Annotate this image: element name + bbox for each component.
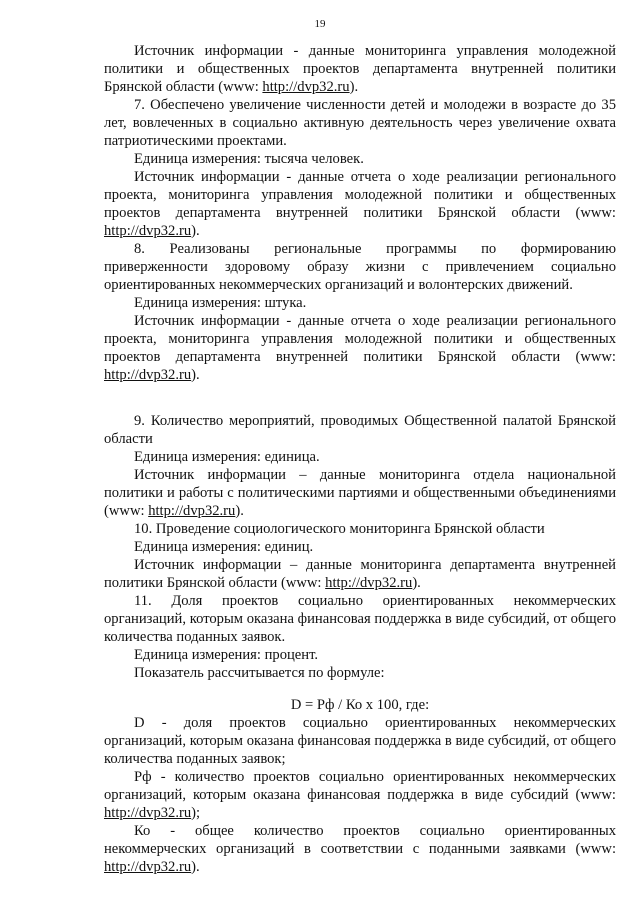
paragraph-item-10: 10. Проведение социологического мониторинга Брянской области [134, 521, 545, 537]
paragraph-definition-d: D - доля проектов социально ориентированных некоммерческих организаций, которым оказана финансовая поддержка в виде субсидий, от общего количества поданных заявок; [104, 715, 616, 767]
source-link[interactable]: http://dvp32.ru [325, 575, 413, 591]
source-link[interactable]: http://dvp32.ru [104, 223, 192, 239]
paragraph-source-7: Источник информации - данные отчета о ходе реализации регионального проекта, мониторинга управления молодежной политики и общественных проектов департамента внутренней политики Брянской области (www: http://dvp32.ru). [104, 169, 616, 239]
paragraph-unit-10: Единица измерения: единиц. [134, 539, 314, 555]
source-link[interactable]: http://dvp32.ru [148, 503, 236, 519]
source-link[interactable]: http://dvp32.ru [104, 859, 192, 875]
page-number: 19 [314, 18, 326, 30]
paragraph-definition-ko: Ко - общее количество проектов социально ориентированных некоммерческих организаций в соответствии с поданными заявками (www: http://dvp32.ru). [104, 823, 616, 875]
paragraph-item-9: 9. Количество мероприятий, проводимых Общественной палатой Брянской области [104, 413, 616, 447]
source-link[interactable]: http://dvp32.ru [104, 805, 192, 821]
paragraph-source-8: Источник информации - данные отчета о ходе реализации регионального проекта, мониторинга управления молодежной политики и общественных проектов департамента внутренней политики Брянской области (www: http://dvp32.ru). [104, 313, 616, 383]
document-body [104, 42, 616, 876]
paragraph-source-1: Источник информации - данные мониторинга управления молодежной политики и общественных проектов департамента внутренней политики Брянской области (www: http://dvp32.ru). [104, 43, 616, 95]
paragraph-source-9: Источник информации – данные мониторинга отдела национальной политики и работы с политическими партиями и общественными объединениями (www: http://dvp32.ru). [104, 467, 616, 519]
paragraph-item-11: 11. Доля проектов социально ориентированных некоммерческих организаций, которым оказана финансовая поддержка в виде субсидий, от общего количества поданных заявок. [104, 593, 616, 645]
paragraph-item-7: 7. Обеспечено увеличение численности детей и молодежи в возрасте до 35 лет, вовлеченных в социально активную деятельность через увеличение охвата патриотическими проектами. [104, 97, 616, 149]
paragraph-unit-7: Единица измерения: тысяча человек. [134, 151, 364, 167]
source-link[interactable]: http://dvp32.ru [262, 79, 350, 95]
formula: D = Рф / Ко х 100, где: [290, 697, 430, 713]
paragraph-unit-8: Единица измерения: штука. [134, 295, 307, 311]
paragraph-item-8: 8. Реализованы региональные программы по формированию приверженности здоровому образу жизни с привлечением социально ориентированных некоммерческих организаций и волонтерских движений. [104, 241, 616, 293]
source-link[interactable]: http://dvp32.ru [104, 367, 192, 383]
paragraph-unit-11: Единица измерения: процент. [134, 647, 319, 663]
paragraph-source-10: Источник информации – данные мониторинга департамента внутренней политики Брянской области (www: http://dvp32.ru). [104, 557, 616, 591]
paragraph-definition-rf: Рф - количество проектов социально ориентированных некоммерческих организаций, которым оказана финансовая поддержка в виде субсидий (www: http://dvp32.ru); [104, 769, 616, 821]
paragraph-unit-9: Единица измерения: единица. [134, 449, 320, 465]
paragraph-formula-intro: Показатель рассчитывается по формуле: [134, 665, 385, 681]
